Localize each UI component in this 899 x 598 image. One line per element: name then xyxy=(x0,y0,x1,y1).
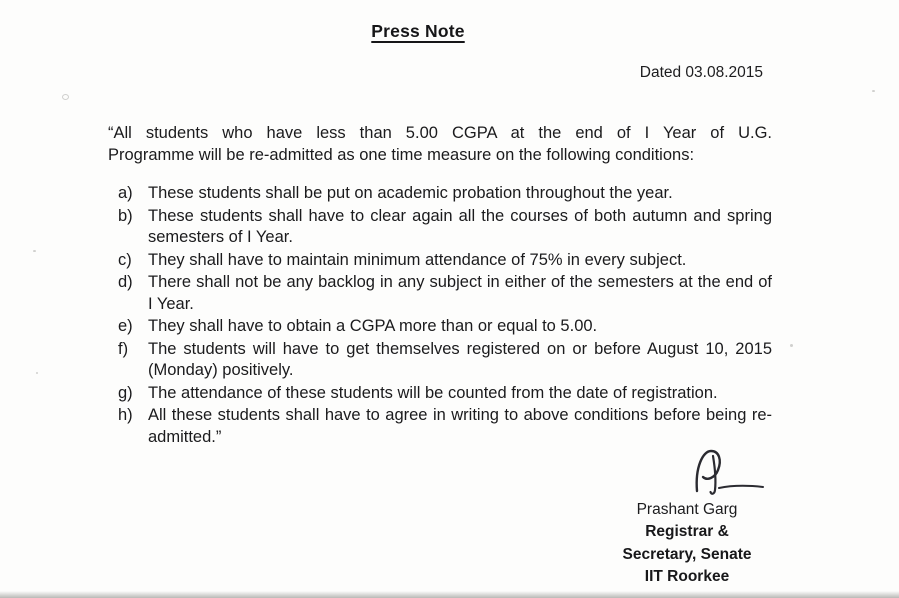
condition-text: They shall have to obtain a CGPA more than or equal to 5.00. xyxy=(148,317,598,335)
condition-text: These students shall be put on academic probation throughout the year. xyxy=(148,184,673,202)
condition-label: a) xyxy=(118,184,133,202)
condition-label: g) xyxy=(118,383,133,402)
intro-paragraph xyxy=(108,123,772,166)
condition-text: The attendance of these students will be counted from the date of registration. xyxy=(148,383,718,402)
condition-item-c xyxy=(118,250,772,272)
scan-artifact xyxy=(62,94,69,100)
condition-text: These students shall have to clear again all the courses of both autumn and spring semesters of I Year. xyxy=(148,206,772,246)
condition-item-d xyxy=(118,272,772,315)
page-title: Press Note xyxy=(371,21,465,41)
condition-label: h) xyxy=(118,406,133,424)
condition-text: All these students shall have to agree in writing to above conditions before being re-admitted.” xyxy=(148,406,772,446)
conditions-list xyxy=(118,183,772,448)
condition-label: d) xyxy=(118,273,133,291)
scan-artifact xyxy=(790,344,793,347)
intro-line-2: Programme will be re-admitted as one time measure on the following conditions: xyxy=(108,145,695,164)
signature-block xyxy=(587,447,787,589)
condition-item-f xyxy=(118,339,772,382)
condition-text: The students will have to get themselves registered on or before August 10, 2015 (Monday) positively. xyxy=(148,339,772,379)
signatory-role-3: IIT Roorkee xyxy=(644,568,730,585)
condition-label: b) xyxy=(118,206,133,225)
condition-item-b xyxy=(118,206,772,249)
scan-artifact xyxy=(872,90,875,92)
condition-item-a xyxy=(118,183,772,205)
condition-item-g xyxy=(118,383,772,405)
condition-text: They shall have to maintain minimum attendance of 75% in every subject. xyxy=(148,250,687,269)
intro-line-1: “All students who have less than 5.00 CGPA at the end of I Year of U.G. xyxy=(108,124,772,142)
document-date: Dated 03.08.2015 xyxy=(639,64,763,81)
signatory-role-1: Registrar & xyxy=(645,523,729,540)
signatory-role-2: Secretary, Senate xyxy=(622,545,752,563)
condition-label: e) xyxy=(118,317,133,335)
condition-label: c) xyxy=(118,250,132,269)
condition-label: f) xyxy=(118,339,129,358)
scan-artifact xyxy=(36,372,38,374)
signature-icon xyxy=(691,447,769,497)
scan-artifact xyxy=(33,250,36,252)
scan-edge xyxy=(0,591,899,598)
condition-item-e xyxy=(118,316,772,338)
condition-text: There shall not be any backlog in any subject in either of the semesters at the end of I Year. xyxy=(148,273,772,313)
title-row xyxy=(0,0,836,42)
condition-item-h xyxy=(118,405,772,448)
signatory-name: Prashant Garg xyxy=(636,501,738,518)
